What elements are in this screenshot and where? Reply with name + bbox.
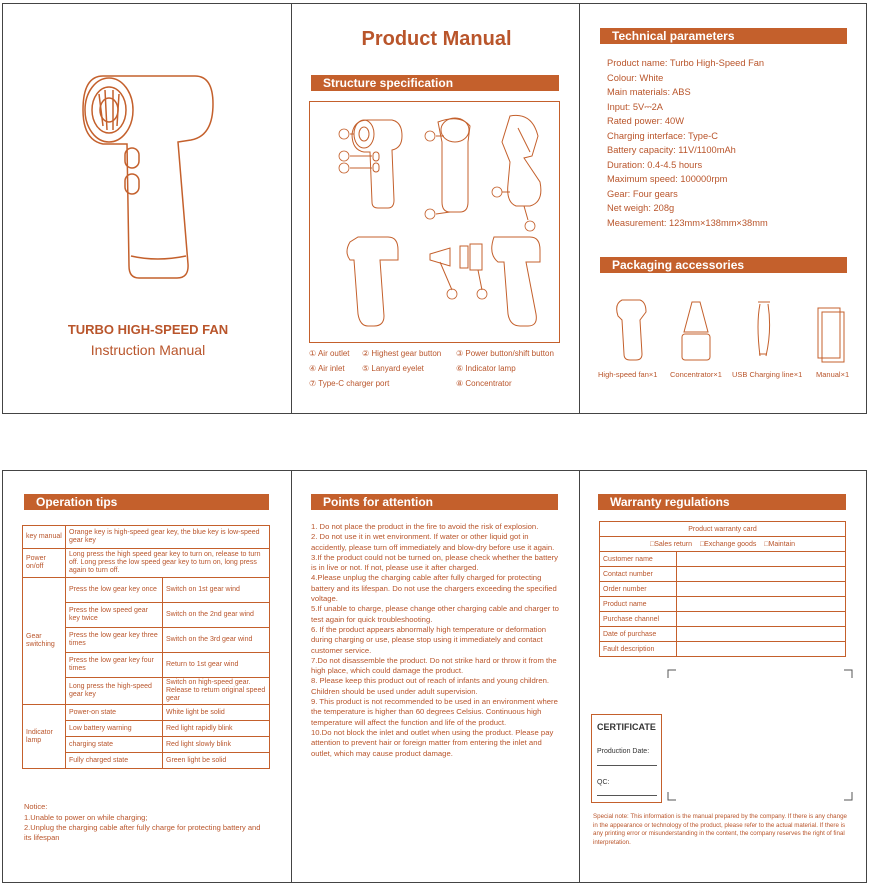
attention-point: 9. This product is not recommended to be used in an environment where the temperature is higher than 60 degrees Celsius. Continuous high temperature will affect the function and life of the product. <box>311 697 558 727</box>
packaging-item: High-speed fan×1 <box>598 370 658 379</box>
cell: Press the low gear key three times <box>66 628 163 653</box>
attention-point: 10.Do not block the inlet and outlet when using the product. Please pay attention to prevent hair or foreign matter from entering the inlet and outlet, which may cause product damage. <box>311 727 554 758</box>
operation-header: Operation tips <box>24 494 269 510</box>
cover-panel <box>2 3 292 414</box>
field-label: Product name <box>600 597 677 612</box>
tech-param: Product name: Turbo High-Speed Fan <box>607 58 765 68</box>
cell: Green light be solid <box>163 753 270 769</box>
tech-param: Measurement: 123mm×138mm×38mm <box>607 217 768 228</box>
cell: Switch on the 3rd gear wind <box>163 628 270 653</box>
qc-line[interactable] <box>597 795 657 796</box>
certificate-title: CERTIFICATE <box>597 722 656 732</box>
notice-title: Notice: <box>24 802 48 811</box>
legend-item: ⑦ Type-C charger port <box>309 379 390 388</box>
cell: Press the low gear key four times <box>66 653 163 678</box>
field-value[interactable] <box>677 552 846 567</box>
cell: Fully charged state <box>66 753 163 769</box>
warranty-card <box>599 521 846 657</box>
table-row <box>600 582 846 597</box>
legend-item: ⑧ Concentrator <box>456 379 512 388</box>
tech-param: Colour: White <box>607 72 664 83</box>
table-row <box>23 705 270 721</box>
tech-param: Battery capacity: 11V/1100mAh <box>607 145 736 155</box>
cover-subtitle: Instruction Manual <box>90 342 206 358</box>
row-label: Power on/off <box>23 549 66 578</box>
field-label: Fault description <box>600 642 677 657</box>
cell: Return to 1st gear wind <box>163 653 270 678</box>
field-value[interactable] <box>677 642 846 657</box>
structure-diagram <box>310 102 560 342</box>
structure-panel <box>291 3 580 414</box>
notice-line: 1.Unable to power on while charging; <box>24 813 148 822</box>
packaging-illustration <box>600 294 850 369</box>
cell: Low battery warning <box>66 721 163 737</box>
notice-line: 2.Unplug the charging cable after fully charge for protecting battery and its lifespan <box>24 823 261 842</box>
field-label: Contact number <box>600 567 677 582</box>
table-row <box>23 578 270 603</box>
field-value[interactable] <box>677 627 846 642</box>
attention-point: 4.Please unplug the charging cable after fully charged for protecting battery and its lifespan. Do not use the chargers exceeding the specified voltage. <box>311 573 557 604</box>
attention-point: 7.Do not disassemble the product. Do not strike hard or throw it from the high place, which could damage the product. <box>311 655 557 676</box>
structure-header: Structure specification <box>311 75 559 91</box>
structure-diagram-box <box>309 101 560 343</box>
field-value[interactable] <box>677 582 846 597</box>
cell: Red light slowly blink <box>163 737 270 753</box>
cell: Power-on state <box>66 705 163 721</box>
tech-param: Net weigh: 208g <box>607 203 675 213</box>
table-row <box>600 567 846 582</box>
tech-panel <box>579 3 867 414</box>
tech-header: Technical parameters <box>600 28 847 44</box>
qc-label: QC: <box>597 779 610 786</box>
cell: Red light rapidly blink <box>163 721 270 737</box>
legend-item: ⑤ Lanyard eyelet <box>362 364 424 373</box>
tech-param: Maximum speed: 100000rpm <box>607 174 728 184</box>
cell: Switch on high-speed gear. Release to return original speed gear <box>163 678 270 705</box>
table-row <box>600 612 846 627</box>
field-value[interactable] <box>677 612 846 627</box>
table-row <box>600 552 846 567</box>
table-row <box>600 522 846 537</box>
field-label: Date of purchase <box>600 627 677 642</box>
cell: Orange key is high-speed gear key, the blue key is low-speed gear key <box>66 526 270 549</box>
legend-item: ② Highest gear button <box>362 349 442 358</box>
tech-param: Main materials: ABS <box>607 87 691 97</box>
tech-param: Charging interface: Type-C <box>607 130 718 141</box>
tech-param: Gear: Four gears <box>607 188 678 199</box>
attention-point: 2. Do not use it in wet environment. If water or other liquid got in accidently, please turn off immediately and blow-dry before use it again. <box>311 532 555 552</box>
table-row <box>600 642 846 657</box>
tech-param: Input: 5V⎓2A <box>607 101 664 112</box>
option-sales-return[interactable]: □Sales return <box>650 540 692 548</box>
field-label: Order number <box>600 582 677 597</box>
table-row <box>600 537 846 552</box>
special-note: Special note: This information is the manual prepared by the company. If there is any change in the appearance or technology of the product, please refer to the actual material. If there is any printing error or misunderstanding in the content, the company reserves the right of final interpretation. <box>593 813 847 846</box>
attention-list <box>311 522 559 759</box>
field-label: Customer name <box>600 552 677 567</box>
legend-item: ① Air outlet <box>309 349 350 358</box>
cover-title: TURBO HIGH-SPEED FAN <box>67 322 229 337</box>
row-label: Indicator lamp <box>23 705 66 769</box>
legend-item: ③ Power button/shift button <box>456 349 554 358</box>
row-label: Gear switching <box>23 578 66 705</box>
cell: Switch on 1st gear wind <box>163 578 270 603</box>
field-value[interactable] <box>677 567 846 582</box>
attention-point: 5.If unable to charge, please change other charging cable and charger to test again for quick troubleshooting. <box>311 604 559 624</box>
production-date-label: Production Date: <box>597 748 650 755</box>
cell: Press the low gear key once <box>66 578 163 603</box>
tech-param: Rated power: 40W <box>607 116 684 126</box>
attention-header: Points for attention <box>311 494 558 510</box>
legend-item: ⑥ Indicator lamp <box>456 364 516 373</box>
packaging-item: Concentrator×1 <box>670 370 722 379</box>
attention-point: 1. Do not place the product in the fire to avoid the risk of explosion. <box>311 522 539 531</box>
table-row <box>600 597 846 612</box>
attention-point: 8. Please keep this product out of reach of infants and young children. Children should be used under adult supervision. <box>311 676 550 696</box>
warranty-header: Warranty regulations <box>598 494 846 510</box>
cell: White light be solid <box>163 705 270 721</box>
cell: Long press the high speed gear key to turn on, release to turn off. Long press the low speed gear key to turn on, long press again to turn off. <box>66 549 270 578</box>
card-options <box>600 537 846 552</box>
card-title: Product warranty card <box>600 522 846 537</box>
cell: Press the low speed gear key twice <box>66 603 163 628</box>
packaging-header: Packaging accessories <box>600 257 847 273</box>
manual-title: Product Manual <box>361 28 512 50</box>
attention-point: 6. If the product appears abnormally high temperature or deformation during charging or use, please stop using it immediately and contact customer service. <box>311 624 547 655</box>
crop-marks <box>666 668 856 803</box>
table-row <box>23 549 270 578</box>
option-exchange-goods[interactable]: □Exchange goods <box>699 540 757 548</box>
fan-illustration <box>73 64 223 294</box>
field-label: Purchase channel <box>600 612 677 627</box>
tech-params-list <box>607 56 768 230</box>
production-date-line[interactable] <box>597 765 657 766</box>
table-row <box>23 526 270 549</box>
cell: Switch on the 2nd gear wind <box>163 603 270 628</box>
cell: Long press the high-speed gear key <box>66 678 163 705</box>
packaging-item: USB Charging line×1 <box>732 370 803 379</box>
tech-param: Duration: 0.4-4.5 hours <box>607 159 703 170</box>
certificate-box <box>591 714 662 803</box>
operation-table <box>22 525 270 769</box>
option-maintain[interactable]: □Maintain <box>764 540 795 548</box>
legend-item: ④ Air inlet <box>309 364 345 373</box>
attention-point: 3.If the product could not be turned on, please check whether the battery is in live or not. If not, please use it after charged. <box>311 552 559 573</box>
cell: charging state <box>66 737 163 753</box>
field-value[interactable] <box>677 597 846 612</box>
packaging-item: Manual×1 <box>816 370 850 379</box>
table-row <box>600 627 846 642</box>
row-label: key manual <box>23 526 66 549</box>
